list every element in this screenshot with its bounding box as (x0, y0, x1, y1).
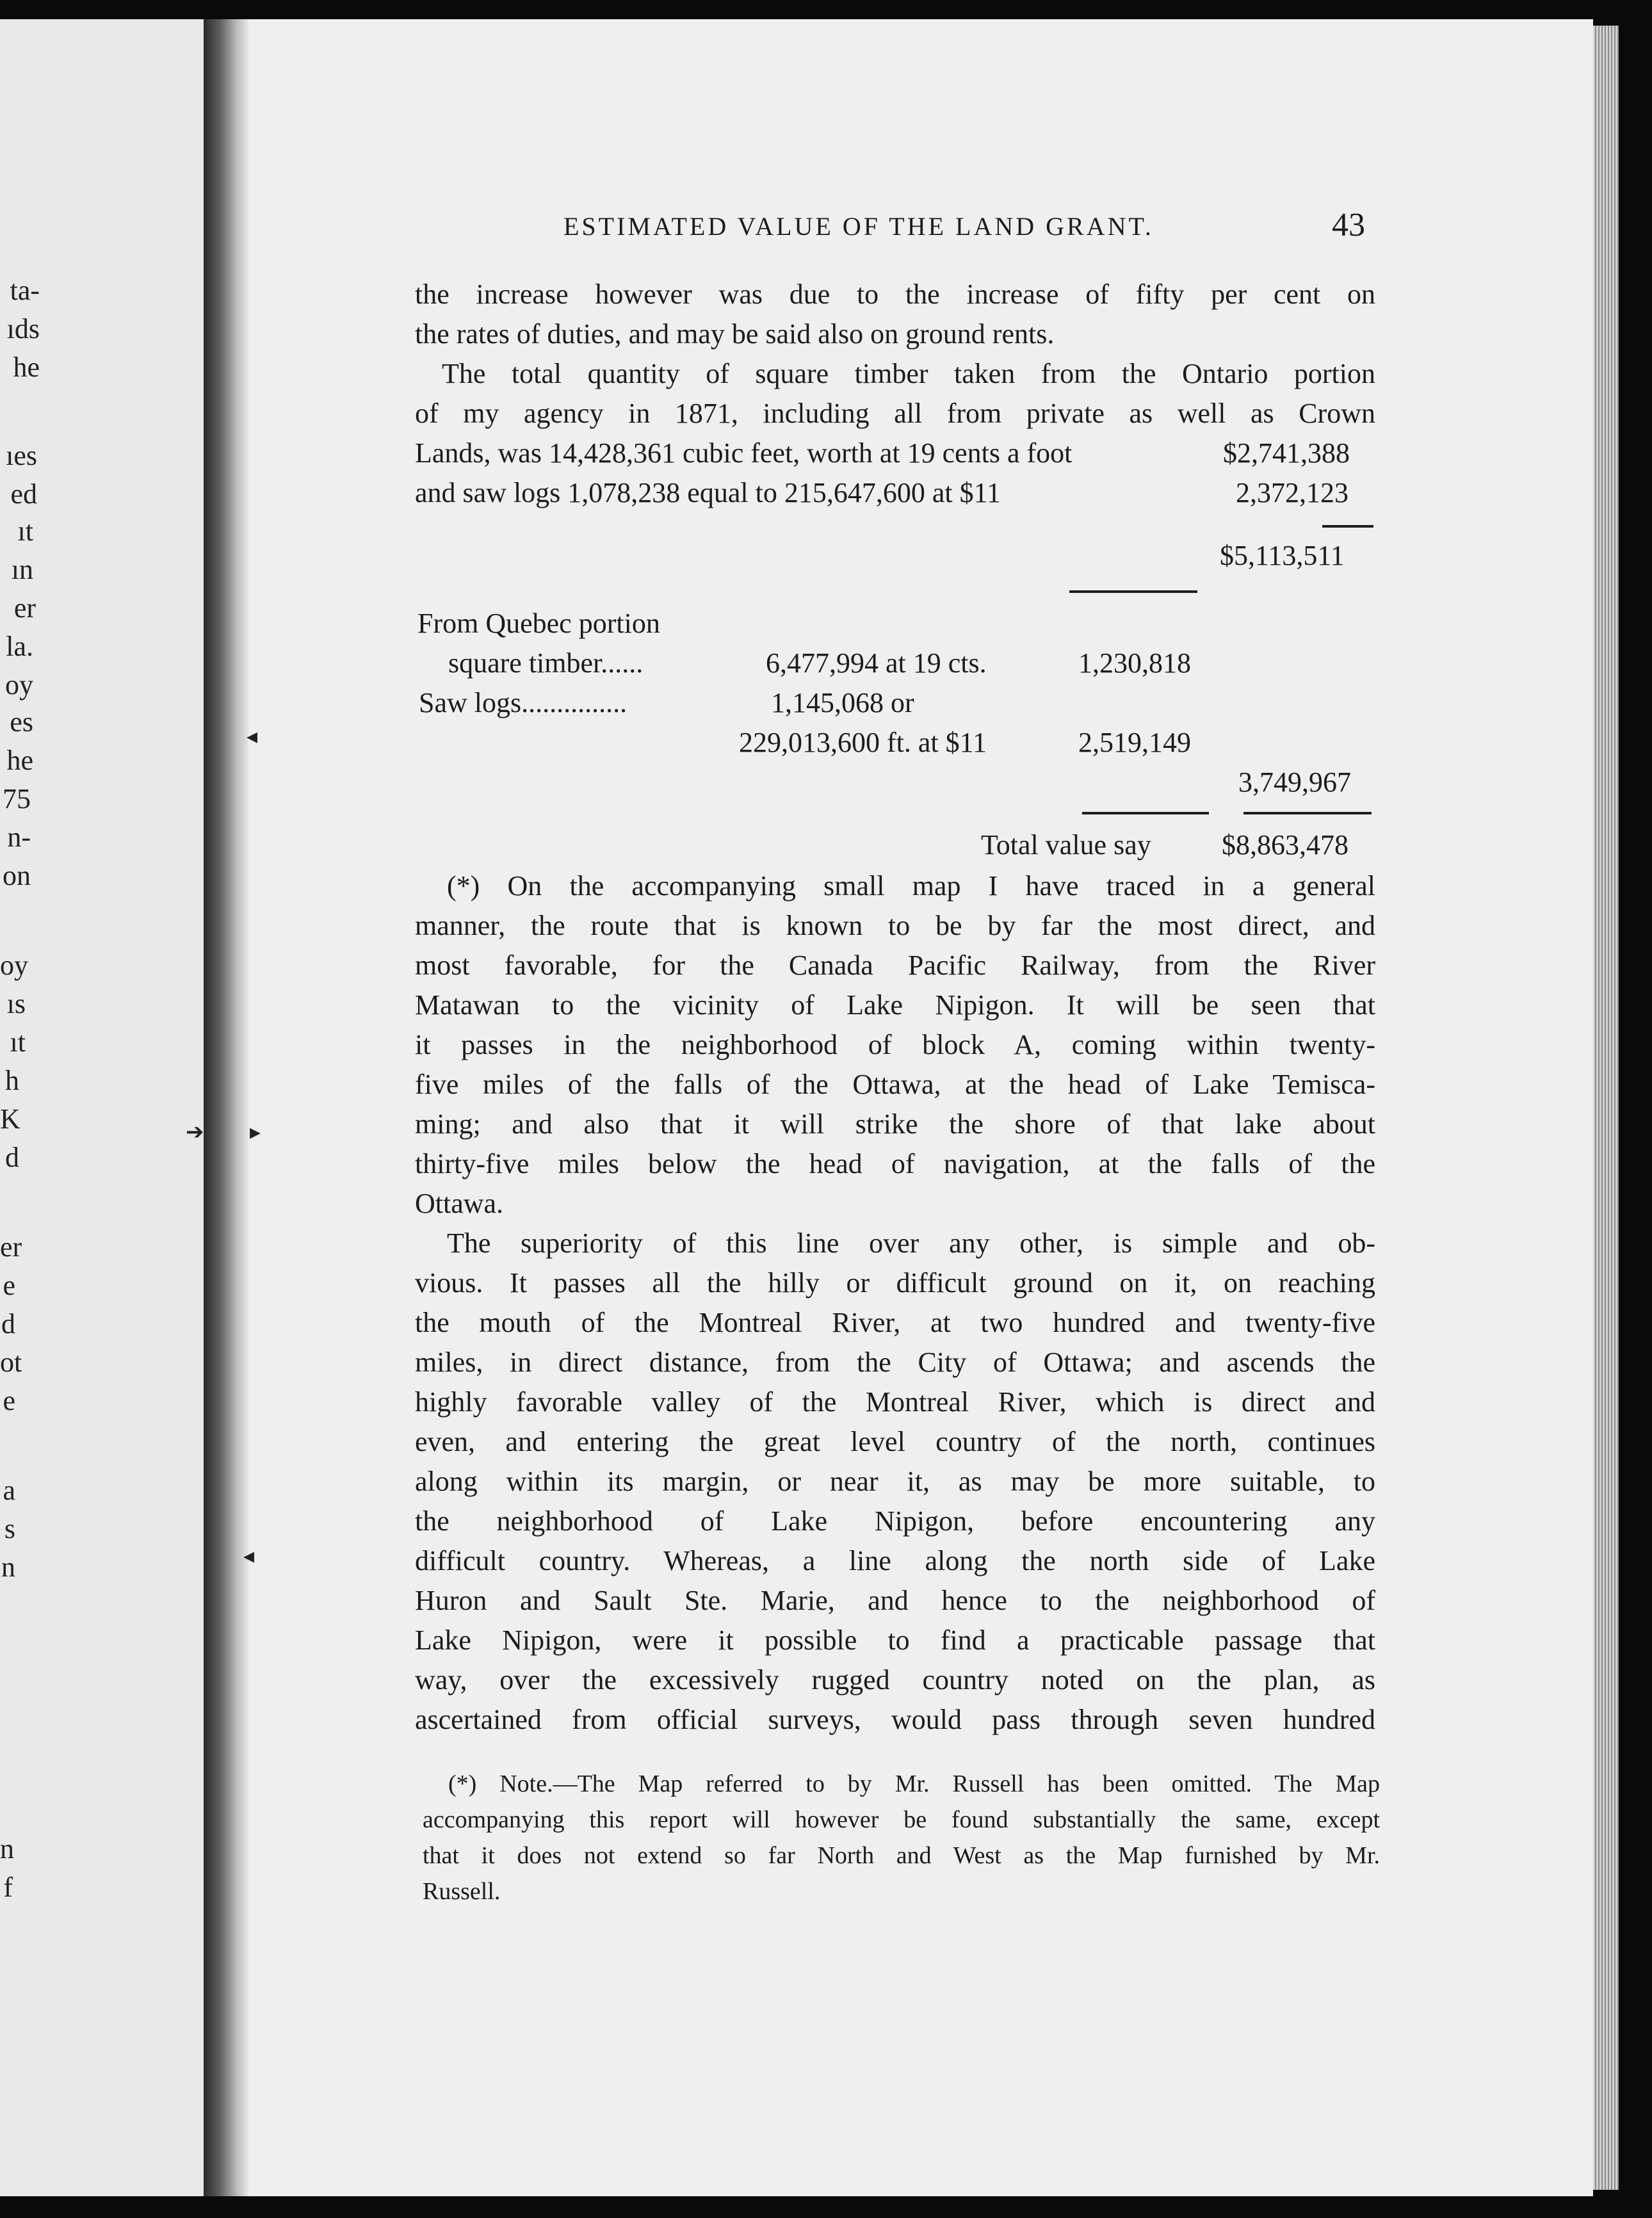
fragment: n- (7, 822, 31, 853)
text-line: The superiority of this line over any other, is simple and ob- (447, 1227, 1375, 1259)
ledger-subtotal: $5,113,511 (1220, 540, 1345, 571)
ledger-qty: 229,013,600 ft. at $11 (739, 727, 987, 758)
text-line: Ottawa. (415, 1188, 504, 1219)
text-line: highly favorable valley of the Montreal River, which is direct and (415, 1386, 1375, 1418)
fragment: ıes (6, 440, 37, 471)
fragment: K (0, 1103, 20, 1135)
fragment: h (5, 1065, 19, 1096)
text-line: vious. It passes all the hilly or difficult ground on it, on reaching (415, 1267, 1375, 1299)
footnote-line: accompanying this report will however be found substantially the same, except (423, 1806, 1380, 1833)
text-line: the increase however was due to the increase of fifty per cent on (415, 279, 1375, 310)
text-line: it passes in the neighborhood of block A, coming within twenty- (415, 1029, 1375, 1060)
fragment: e (3, 1270, 15, 1301)
text-line: five miles of the falls of the Ottawa, at the head of Lake Temisca- (415, 1069, 1375, 1100)
fragment: la. (6, 631, 33, 662)
text-line: most favorable, for the Canada Pacific Railway, from the River (415, 950, 1375, 981)
ledger-qty: 6,477,994 at 19 cts. (766, 647, 987, 679)
text-line: of my agency in 1871, including all from private as well as Crown (415, 398, 1375, 429)
fragment: he (13, 352, 40, 383)
footnote-line: (*) Note.—The Map referred to by Mr. Russell has been omitted. The Map (448, 1770, 1380, 1797)
text-line: ascertained from official surveys, would pass through seven hundred (415, 1704, 1375, 1735)
sum-rule (1082, 812, 1209, 814)
ledger-label: Saw logs............... (419, 687, 628, 718)
arrow-mark-icon: ◂ (247, 725, 258, 749)
text-line: miles, in direct distance, from the City of Ottawa; and ascends the (415, 1347, 1375, 1378)
fragment: er (0, 1231, 22, 1263)
fragment: he (6, 745, 33, 776)
fragment: on (3, 860, 31, 891)
ledger-text: and saw logs 1,078,238 equal to 215,647,600 at $11 (415, 477, 1001, 508)
ledger-amount: $2,741,388 (1223, 437, 1350, 469)
fragment: es (10, 706, 33, 738)
sum-rule (1243, 812, 1372, 814)
text-line: the neighborhood of Lake Nipigon, before encountering any (415, 1505, 1375, 1537)
text-line: (*) On the accompanying small map I have traced in a general (447, 870, 1375, 902)
sum-rule (1069, 590, 1197, 593)
text-line: way, over the excessively rugged country noted on the plan, as (415, 1664, 1375, 1696)
running-head: ESTIMATED VALUE OF THE LAND GRANT. (563, 212, 1154, 241)
ledger-text: Lands, was 14,428,361 cubic feet, worth at 19 cents a foot (415, 437, 1073, 469)
page-edges (1593, 26, 1619, 2190)
fragment: ın (11, 554, 33, 585)
text-line: Matawan to the vicinity of Lake Nipigon. It will be seen that (415, 989, 1375, 1021)
text-line: ming; and also that it will strike the shore of that lake about (415, 1108, 1375, 1140)
total-label: Total value say (981, 829, 1151, 861)
fragment: d (5, 1142, 19, 1173)
text-line: difficult country. Whereas, a line along the north side of Lake (415, 1545, 1375, 1576)
footnote-line: Russell. (423, 1878, 501, 1905)
fragment: a (3, 1475, 15, 1506)
arrow-mark-icon: ➔ (186, 1121, 204, 1144)
sum-rule (1322, 525, 1373, 528)
fragment: n (1, 1551, 15, 1583)
fragment: ıt (17, 515, 33, 547)
fragment: n (0, 1833, 14, 1865)
text-line: Huron and Sault Ste. Marie, and hence to the neighborhood of (415, 1585, 1375, 1616)
fragment: ıt (10, 1026, 26, 1058)
fragment: oy (5, 669, 33, 700)
fragment: e (3, 1385, 15, 1416)
ledger-heading: From Quebec portion (417, 608, 660, 639)
total-amount: $8,863,478 (1222, 829, 1348, 861)
text-line: manner, the route that is known to be by far the most direct, and (415, 910, 1375, 941)
fragment: 75 (3, 783, 31, 814)
ledger-qty: 1,145,068 or (771, 687, 914, 718)
text-line: the rates of duties, and may be said also on ground rents. (415, 318, 1055, 350)
fragment: d (1, 1308, 15, 1340)
text-line: even, and entering the great level country of the north, continues (415, 1426, 1375, 1457)
fragment: ıs (6, 988, 26, 1019)
arrow-mark-icon: ▸ (250, 1121, 261, 1144)
fragment: ot (0, 1347, 22, 1378)
ledger-amount: 2,519,149 (1078, 727, 1191, 758)
fragment: er (13, 592, 36, 624)
fragment: s (4, 1513, 15, 1544)
text-line: thirty-five miles below the head of navigation, at the falls of the (415, 1148, 1375, 1179)
fragment: f (3, 1872, 13, 1903)
arrow-mark-icon: ◂ (243, 1544, 255, 1568)
fragment: ıds (6, 313, 40, 344)
text-line: the mouth of the Montreal River, at two hundred and twenty-five (415, 1307, 1375, 1338)
fragment: ta- (10, 275, 40, 306)
ledger-label: square timber...... (448, 647, 644, 679)
text-line: The total quantity of square timber taken from the Ontario portion (442, 358, 1375, 389)
ledger-subtotal: 3,749,967 (1238, 766, 1351, 798)
book-spine (204, 19, 248, 2196)
page-number: 43 (1332, 207, 1365, 243)
footnote-line: that it does not extend so far North and West as the Map furnished by Mr. (423, 1842, 1380, 1869)
text-line: Lake Nipigon, were it possible to find a practicable passage that (415, 1624, 1375, 1656)
text-line: along within its margin, or near it, as may be more suitable, to (415, 1466, 1375, 1497)
ledger-amount: 1,230,818 (1078, 647, 1191, 679)
ledger-amount: 2,372,123 (1236, 477, 1348, 508)
facing-page (0, 19, 204, 2196)
fragment: ed (10, 478, 37, 510)
fragment: oy (0, 950, 28, 981)
